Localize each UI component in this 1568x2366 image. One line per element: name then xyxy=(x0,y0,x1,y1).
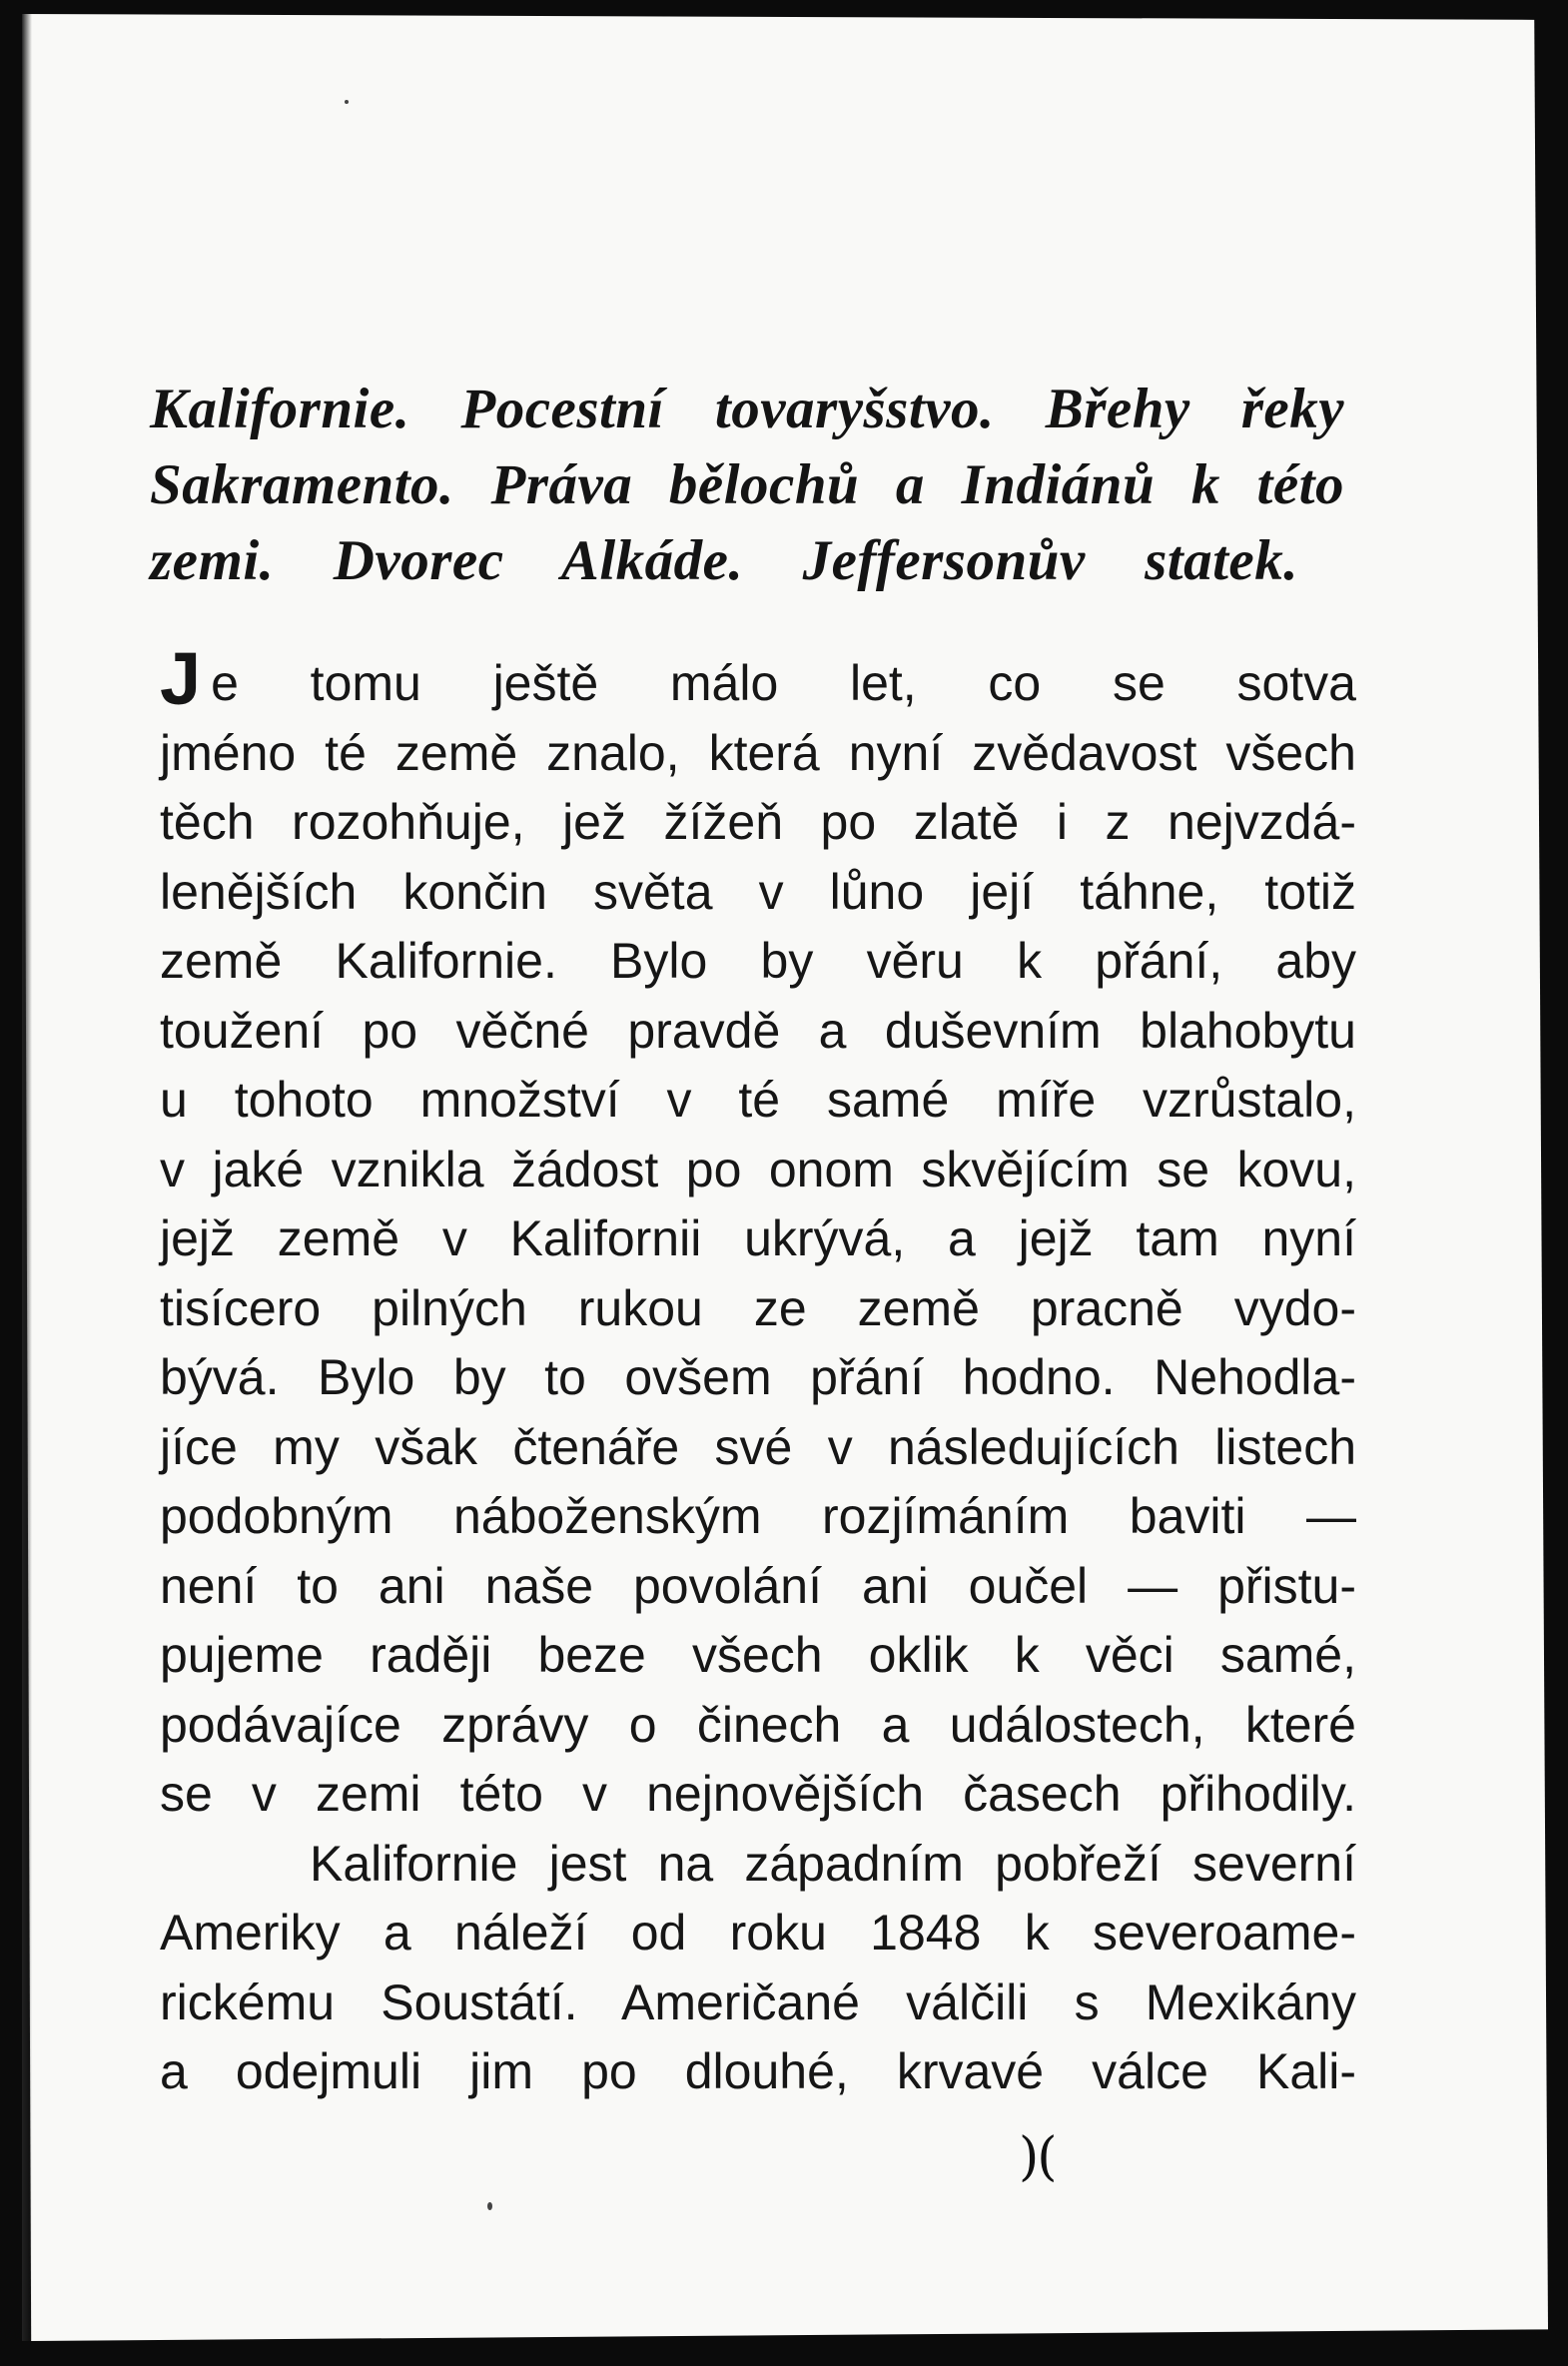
scan-speck xyxy=(487,2202,492,2210)
text-line: země Kalifornie. Bylo by věru k přání, aby xyxy=(160,933,1356,989)
text-line: bývá. Bylo by to ovšem přání hodno. Nehodla- xyxy=(160,1349,1356,1405)
text-line: není to ani naše povolání ani oučel — přistu- xyxy=(160,1557,1356,1614)
text-line: u tohoto množství v té samé míře vzrůstalo, xyxy=(160,1072,1356,1128)
chapter-summary xyxy=(150,372,1348,599)
text-line: pujeme raději beze všech oklik k věci samé, xyxy=(160,1627,1356,1683)
chapter-summary-line: Kalifornie. Pocestní tovaryšstvo. Břehy řeky xyxy=(150,378,1344,440)
paragraph-start-line: Kalifornie jest na západním pobřeží severní xyxy=(310,1835,1356,1892)
text-line: se v zemi této v nejnovějších časech přihodily. xyxy=(160,1766,1356,1822)
signature-mark: )( xyxy=(1019,2127,1056,2187)
text-line: podobným náboženským rozjímáním baviti — xyxy=(160,1488,1356,1544)
text-line: jíce my však čtenáře své v následujících listech xyxy=(160,1418,1356,1475)
text-line: toužení po věčné pravdě a duševním blahobytu xyxy=(160,1002,1356,1059)
first-line-text: e tomu ještě málo let, co se sotva xyxy=(211,655,1356,711)
chapter-summary-line: zemi. Dvorec Alkáde. Jeffersonův statek. xyxy=(150,529,1298,592)
text-line: Ameriky a náleží od roku 1848 k severoame- xyxy=(160,1905,1356,1961)
drop-cap: J xyxy=(160,637,202,720)
page-edge-shadow xyxy=(22,14,32,2341)
text-line: lenějších končin světa v lůno její táhne, totiž xyxy=(160,863,1356,920)
text-line: těch rozohňuje, jež žížeň po zlatě i z nejvzdá- xyxy=(160,794,1356,850)
text-line: rickému Soustátí. Američané válčili s Mexikány xyxy=(160,1973,1356,2030)
text-line: jméno té země znalo, která nyní zvědavost všech xyxy=(160,724,1356,781)
text-line: podávajíce zprávy o činech a událostech, které xyxy=(160,1696,1356,1753)
text-line: a odejmuli jim po dlouhé, krvavé válce Kali- xyxy=(160,2043,1356,2099)
scan-speck xyxy=(345,100,349,104)
text-line: v jaké vznikla žádost po onom skvějícím se kovu, xyxy=(160,1141,1356,1197)
first-line xyxy=(160,637,1356,720)
chapter-summary-line: Sakramento. Práva bělochů a Indiánů k této xyxy=(150,453,1344,516)
text-line: tisícero pilných rukou ze země pracně vydo- xyxy=(160,1279,1356,1336)
text-line: jejž země v Kalifornii ukrývá, a jejž tam nyní xyxy=(160,1210,1356,1266)
body-text xyxy=(160,637,1356,2107)
